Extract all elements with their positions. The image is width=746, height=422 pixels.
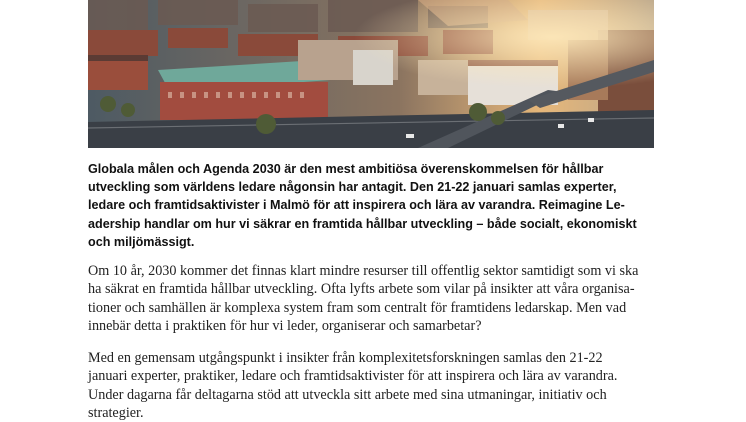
body-line: januari experter, praktiker, ledare och framtidsaktivister för att inspirera och lära av varandra. [88,368,618,385]
body-line: ha säkrat en framtida hållbar utveckling. Ofta lyfts arbete som vilar på insikter att våra organisa- [88,281,635,298]
lead-line: Globala målen och Agenda 2030 är den mest ambitiösa överenskommelsen för hållbar [88,162,604,176]
body-line: Med en gemensam utgångspunkt i insikter från komplexitetsforskningen samlas den 21-22 [88,350,603,366]
lead-line: och miljömässigt. [88,234,195,249]
body-paragraph-2 [88,349,668,422]
lead-line: ledare och framtidsaktivister i Malmö för att inspirera och lära av varandra. Reimagine Le- [88,198,625,213]
body-line: Om 10 år, 2030 kommer det finnas klart mindre resurser till offentlig sektor samtidigt som vi ska [88,263,639,279]
body-paragraph-1 [88,262,668,335]
hero-city-photo [88,0,654,148]
body-line: tioner och samhällen är komplexa system fram som centralt för framtidens ledarskap. Men vad [88,299,627,316]
lead-paragraph [88,160,664,251]
lead-line: adership handlar om hur vi säkrar en framtida hållbar utveckling – både socialt, ekonomiskt [88,216,637,231]
body-line: innebär detta i praktiken för hur vi leder, organiserar och samarbetar? [88,317,482,334]
body-line: strategier. [88,404,144,421]
lead-line: utveckling som världens ledare någonsin har antagit. Den 21-22 januari samlas experter, [88,180,617,195]
body-line: Under dagarna får deltagarna stöd att utveckla sitt arbete med sina utmaningar, initiativ och [88,386,607,403]
